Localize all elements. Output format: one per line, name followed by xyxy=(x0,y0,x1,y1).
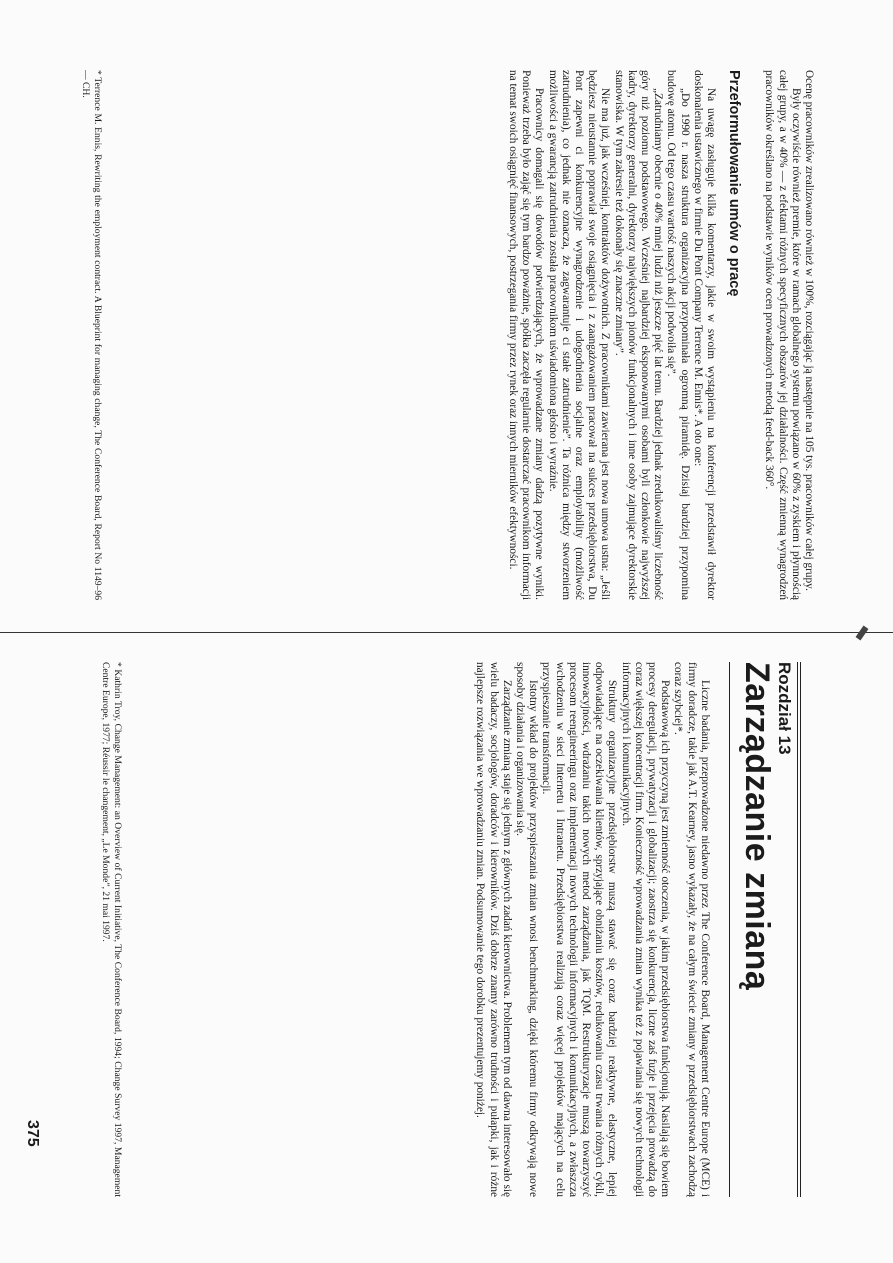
right-paragraph-4: Istotny wkład do projektów przyspieszania zmian wnosi benchmarking, dzięki któremu firmy odkrywają nowe sposoby działania i organizowania się. xyxy=(513,662,540,1197)
chapter-rule-top xyxy=(797,662,801,1197)
left-column xyxy=(506,70,815,600)
right-paragraph-3: Struktury organizacyjne przedsiębiorstw muszą stawać się coraz bardziej reaktywne, elastyczne, lepiej odpowiadające na oczekiwania klientów, sprzyjające obniżaniu kosztów, redukowaniu czasu trwania różnych cykli, innowacyjności, wdrażaniu takich nowych metod zarządzania, jak TQM. Restrukturyzacje muszą towarzyszyć procesom reengineeringu oraz implementacji nowych technologii informacyjnych i komunikacyjnych, a zwłaszcza wchodzeniu w sieci Internetu i Intranetu. Przedsiębiorstwa realizują coraz więcej projektów mających na celu przyspieszanie transformacji. xyxy=(540,662,619,1197)
left-paragraph-2: Były oczywiście również premie, które w ramach globalnego systemu powiązano w 60% z zyskiem i płynnością całej grupy, a w 40% — z efektami różnych specyficznych obszarów jej działalności. Część zmienną wynagrodzeń pracowników określano na podstawie wyników ocen prowadzonych metodą feed-back 360°. xyxy=(763,70,802,600)
page-gutter-line xyxy=(0,632,893,633)
chapter-number: Rozdział 13 xyxy=(775,662,794,755)
left-footnote: * Terrence M. Ennis, Rewriting the employment contract. A Blueprint for managing change, The Conference Board, Report No 1149–96 — CH. xyxy=(80,70,103,600)
right-column xyxy=(473,662,861,1197)
right-paragraph-5: Zarządzanie zmianą staje się jednym z głównych zadań kierownictwa. Problemem tym od dawna interesowało się wielu badaczy, socjologów, doradców i kierowników. Dziś dobrze znamy zarówno trudności i pułapki, jak i różne najlepsze rozwiązania we wprowadzaniu zmian. Podsumowanie tego dorobku prezentujemy poniżej. xyxy=(474,662,513,1197)
chapter-header xyxy=(729,662,801,1197)
right-footnote: * Kathrin Troy, Change Management: an Overview of Current Initiative, The Conference Board, 1994; Change Survey 1997, Management Centre Europe, 1977; Réussir le changement, „Le Monde”, 21 mai 1997. xyxy=(100,662,123,1197)
left-paragraph-4: „Do 1990 r. nasza struktura organizacyjna przypominała ogromną piramidę. Dzisiaj bardziej przypomina budowę atomu. Od tego czasu wartość naszych akcji podwoiła się”. xyxy=(665,70,691,600)
left-paragraph-1: Ocenę pracowników zrealizowano również w 100%, rozciągając ją następnie na 105 tys. pracowników całej grupy. xyxy=(803,70,815,591)
right-paragraph-1: Liczne badania, przeprowadzone niedawno przez The Conference Board, Management Centre Europe (MCE) i firmy doradcze, takie jak A.T. Kearney, jasno wykazały, że na całym świecie zmiany w przedsiębiorstwach zachodzą coraz szybciej*. xyxy=(672,662,711,1197)
chapter-title: Zarządzanie zmianą xyxy=(737,662,776,991)
right-paragraph-2: Podstawową ich przyczyną jest zmienność otoczenia, w jakim przedsiębiorstwa funkcjonują. Nasilają się bowiem procesy deregulacji, prywatyzacji i globalizacji; zaostrza się konkurencja, liczne zaś fuzje i przejęcia prowadzą do coraz większej koncentracji firm. Konieczność wprowadzania zmian wynika też z pojawiania się nowych technologii informacyjnych i komunikacyjnych. xyxy=(619,662,672,1197)
chapter-rule-bottom xyxy=(729,662,730,1197)
page-number: 375 xyxy=(24,1120,41,1147)
left-paragraph-6: Nie ma już, jak wcześniej, kontraktów dożywotnich. Z pracownikami zawierana jest nowa umowa ustna: „Jeśli będziesz nieustannie poprawiał swoje osiągnięcia i z zaangażowaniem pracował na sukces przedsiębiorstwa, Du Pont zapewni ci konkurencyjne wynagrodzenie i udogodnienia socjalne oraz employability (możliwość zatrudnienia), co jednak nie oznacza, że zagwarantuje ci stałe zatrudnienie”. Ta różnica między stworzeniem możliwości a gwarancją zatrudnienia została pracownikom uświadomiona głośno i wyraźnie. xyxy=(546,70,612,600)
left-paragraph-3: Na uwagę zasługuje kilka komentarzy, jakie w swoim wystąpieniu na konferencji przedstawił dyrektor doskonalenia ustawicznego w firmie Du Pont Company Terrence M. Ennis*. A oto one: xyxy=(691,70,717,600)
left-paragraph-7: Pracownicy domagali się dowodów potwierdzających, że wprowadzane zmiany dadzą pozytywne wyniki. Ponieważ trzeba było zająć się tym bardzo poważnie, spółka zaczęła regularnie dostarczać pracownikom informacji na temat swoich osiągnięć finansowych, postrzegania firmy przez rynek oraz innych mierników efektywności. xyxy=(506,70,546,600)
left-paragraph-5: „Zatrudniamy obecnie o 40% mniej ludzi niż jeszcze pięć lat temu. Bardziej jednak zredukowaliśmy liczebność góry niż poziomu podstawowego. Wcześniej najbardziej eksponowanymi osobami byli członkowie najwyższej kadry, dyrektorzy generalni, dyrektorzy największych pionów funkcjonalnych i inne osoby zajmujące dyrektorskie stanowiska. W tym zakresie też dokonały się znaczne zmiany”. xyxy=(612,70,665,600)
section-heading: Przeformułowanie umów o pracę xyxy=(726,70,743,297)
